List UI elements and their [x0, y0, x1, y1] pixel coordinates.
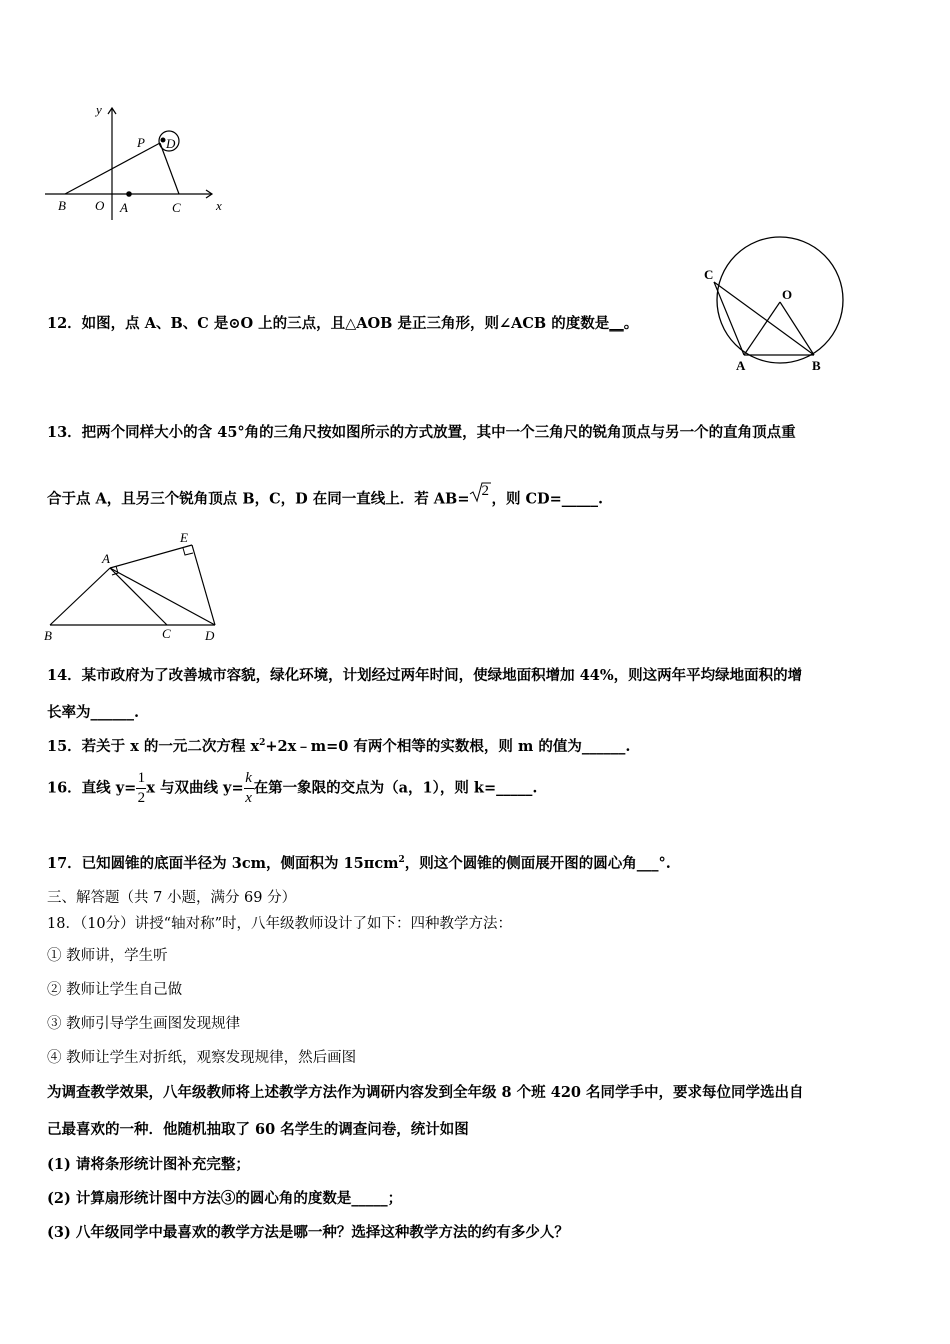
section-3-heading: 三、解答题（共 7 小题，满分 69 分） — [47, 890, 297, 906]
label-p: P — [137, 135, 145, 150]
label-y: y — [96, 102, 102, 117]
segment-ob — [780, 302, 814, 355]
question-15-a: 15．若关于 x 的一元二次方程 x — [47, 738, 260, 755]
question-14-line1: 14．某市政府为了改善城市容貌，绿化环境，计划经过两年时间，使绿地面积增加 44%，则这两年平均绿地面积的增 — [47, 667, 803, 684]
question-12-blank: __ — [609, 315, 624, 332]
segment-ba — [50, 568, 110, 625]
question-13-line2-b: ，则 CD=_____. — [491, 490, 604, 508]
label-o: O — [95, 198, 105, 213]
label-d: D — [166, 136, 176, 151]
segment-ae — [110, 545, 192, 568]
question-15-b: +2x﹣m=0 有两个相等的实数根，则 m 的值为______. — [265, 738, 631, 755]
fraction-denominator: x — [245, 790, 252, 806]
question-18-sub1: (1) 请将条形统计图补充完整； — [47, 1156, 250, 1173]
question-18-para1: 为调查教学效果，八年级教师将上述教学方法作为调研内容发到全年级 8 个班 420 名同学手中，要求每位同学选出自 — [47, 1084, 804, 1101]
question-18-sub2: (2) 计算扇形统计图中方法③的圆心角的度数是_____； — [47, 1190, 403, 1207]
question-14-line2: 长率为______. — [47, 704, 140, 721]
fraction-denominator: 2 — [137, 790, 146, 806]
label-b: B — [44, 628, 52, 643]
question-17-b: ，则这个圆锥的侧面展开图的圆心角___°. — [404, 855, 671, 872]
segment-ed — [192, 545, 215, 625]
method-3: ③ 教师引导学生画图发现规律 — [47, 1016, 241, 1032]
question-15 — [47, 735, 630, 756]
figure-q13-triangles — [40, 528, 225, 646]
label-a: A — [120, 200, 128, 215]
method-2: ② 教师让学生自己做 — [47, 982, 183, 998]
question-18-intro: 18．（10分）讲授“轴对称”时，八年级教师设计了如下：四种教学方法： — [47, 916, 512, 932]
question-16-a: 16．直线 y= — [47, 779, 137, 797]
question-13-line1: 13．把两个同样大小的含 45°角的三角尺按如图所示的方式放置，其中一个三角尺的锐角顶点与另一个的直角顶点重 — [47, 424, 796, 441]
question-17 — [47, 852, 671, 873]
right-angle-mark-e — [183, 548, 193, 555]
question-18-para2: 己最喜欢的一种．他随机抽取了 60 名学生的调查问卷，统计如图 — [47, 1121, 469, 1138]
label-e: E — [180, 530, 188, 545]
question-15-sup: 2 — [259, 738, 266, 748]
question-12 — [47, 312, 638, 333]
segment-ao — [744, 302, 780, 355]
label-c: C — [704, 267, 714, 282]
question-12-end: 。 — [623, 315, 639, 332]
question-16-c: 在第一象限的交点为（a，1），则 k=_____. — [253, 779, 538, 797]
label-c: C — [162, 626, 171, 641]
point-a — [126, 191, 132, 197]
fraction-numerator: k — [245, 770, 252, 786]
circle-o — [717, 237, 843, 363]
method-4: ④ 教师让学生对折纸，观察发现规律，然后画图 — [47, 1050, 357, 1066]
method-1: ① 教师讲，学生听 — [47, 948, 168, 964]
label-x: x — [216, 198, 222, 213]
label-c: C — [172, 200, 181, 215]
question-16 — [47, 770, 537, 807]
fraction-one-half — [136, 770, 146, 807]
point-d — [161, 138, 166, 143]
label-b: B — [58, 198, 66, 213]
label-a: A — [736, 358, 746, 373]
figure-q11-coordinate — [40, 100, 230, 225]
sqrt-value: 2 — [481, 483, 489, 499]
question-13-line2 — [47, 481, 603, 508]
question-12-text: 12．如图，点 A、B、C 是⊙O 上的三点，且△AOB 是正三角形，则∠ACB 的度数是 — [47, 315, 610, 332]
question-16-b: x 与双曲线 y= — [146, 779, 244, 797]
fraction-numerator: 1 — [137, 770, 146, 786]
label-b: B — [812, 358, 821, 373]
fraction-k-over-x — [244, 770, 254, 807]
figure-q12-circle — [698, 232, 858, 374]
question-17-a: 17．已知圆锥的底面半径为 3cm，侧面积为 15πcm — [47, 855, 399, 872]
label-a: A — [102, 551, 110, 566]
segment-ad — [110, 568, 215, 625]
question-13-line2-a: 合于点 A，且另三个锐角顶点 B，C，D 在同一直线上．若 AB= — [47, 490, 470, 508]
sqrt-expression — [469, 481, 491, 503]
label-d: D — [205, 628, 215, 643]
question-17-sup: 2 — [398, 855, 405, 865]
label-o: O — [782, 287, 793, 302]
question-18-sub3: (3) 八年级同学中最喜欢的教学方法是哪一种？选择这种教学方法的约有多少人？ — [47, 1224, 569, 1241]
segment-ac — [110, 568, 167, 625]
